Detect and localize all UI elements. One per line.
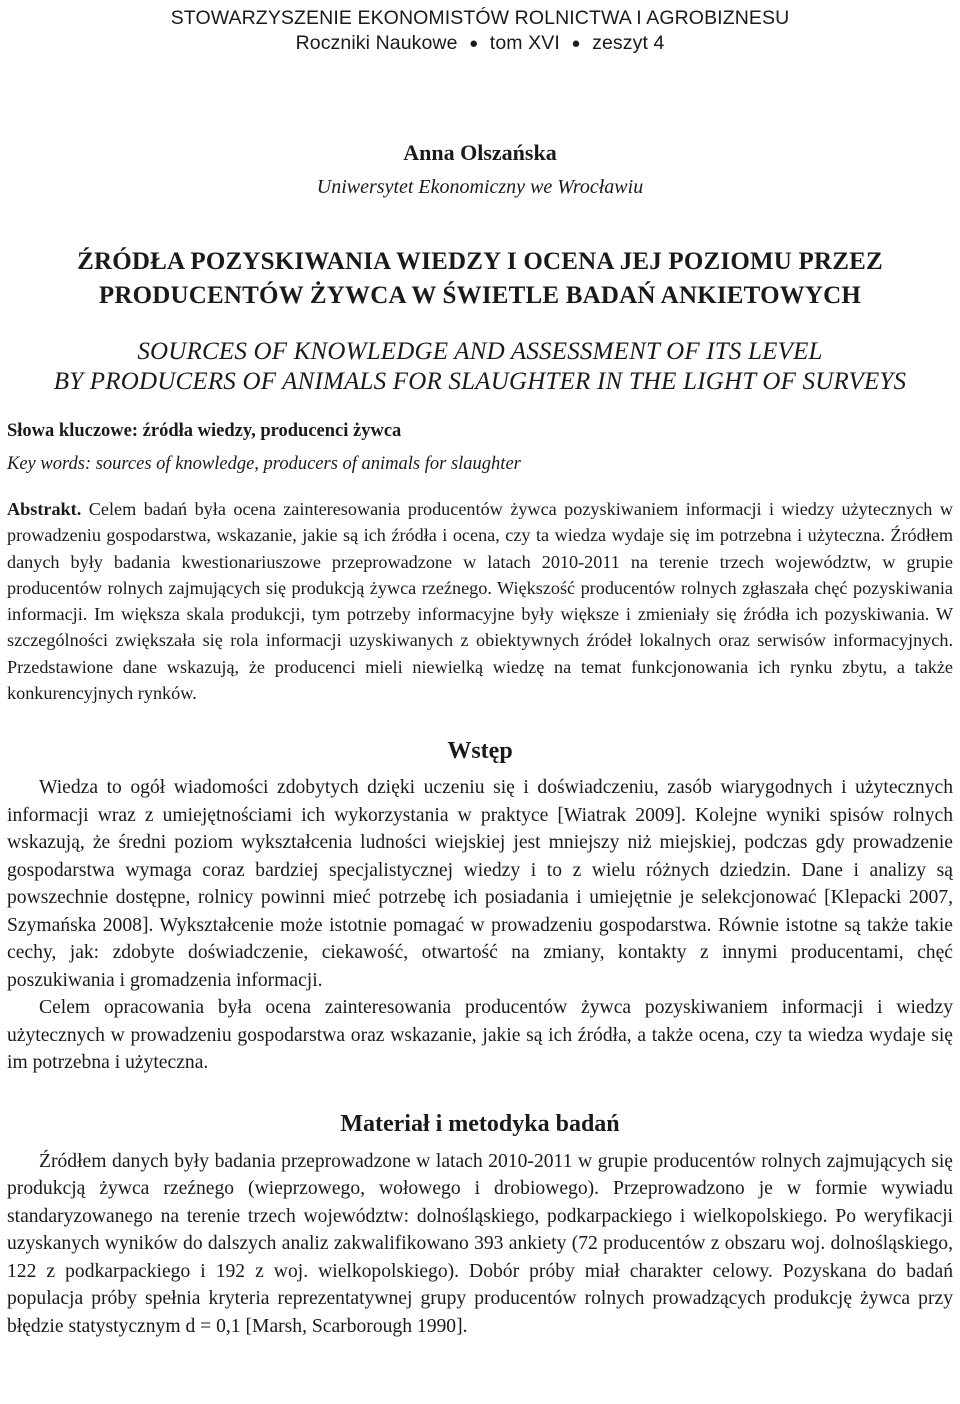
title-line: SOURCES OF KNOWLEDGE AND ASSESSMENT OF ITS LEVEL [137,338,823,365]
abstract-text: Celem badań była ocena zainteresowania producentów żywca pozyskiwaniem informacji i wiedzy użytecznych w prowadzeniu gospodarstwa, wskazanie, jakie są ich źródła i ocena, czy ta wiedza wydaje się im potrzebna i użyteczna. Źródłem danych były badania kwestionariuszowe przeprowadzone w latach 2010-2011 na terenie trzech województw, w grupie producentów rolnych zajmujących się produkcją żywca rzeźnego. Większość producentów rolnych zgłaszała chęć pozyskiwania informacji. Im większa skala produkcji, tym potrzeby informacyjne były większe i zmieniały się źródła ich pozyskiwania. W szczególności zwiększała się rola informacji uzyskiwanych z obiektywnych źródeł lokalnych oraz serwisów informacyjnych. Przedstawione dane wskazują, że producenci mieli niewielką wiedzę na temat funkcjonowania ich rynku zbytu, a także konkurencyjnych rynków. [7,499,954,704]
journal-name: Roczniki Naukowe [295,32,458,54]
volume-number: tom XVI [489,32,560,54]
journal-info [7,31,953,57]
section-body-methods [7,1148,953,1341]
title-line: ŹRÓDŁA POZYSKIWANIA WIEDZY I OCENA JEJ POZIOMU PRZEZ [77,248,883,275]
author-affiliation: Uniwersytet Ekonomiczny we Wrocławiu [316,176,644,198]
bullet-separator-icon: ● [469,35,479,52]
issue-number: zeszyt 4 [592,32,665,54]
keywords-english: Key words: sources of knowledge, producers of animals for slaughter [7,454,521,474]
society-name: STOWARZYSZENIE EKONOMISTÓW ROLNICTWA I AGROBIZNESU [170,7,790,29]
article-title-polish [7,245,953,313]
paragraph: Źródłem danych były badania przeprowadzone w latach 2010-2011 w grupie producentów rolnych zajmujących się produkcją żywca rzeźnego (wieprzowego, wołowego i drobiowego). Przeprowadzono je w formie wywiadu standaryzowanego na terenie trzech województw: dolnośląskiego, podkarpackiego i wielkopolskiego. Po weryfikacji uzyskanych wyników do dalszych analiz zakwalifikowano 393 ankiety (72 producentów z obszaru woj. dolnośląskiego, 122 z podkarpackiego i 192 z woj. wielkopolskiego). Dobór próby miał charakter celowy. Pozyskana do badań populacja próby spełnia kryteria reprezentatywnej grupy producentów rolnych prowadzących produkcję żywca przy błędzie statystycznym d = 0,1 [Marsh, Scarborough 1990]. [7,1150,953,1337]
paragraph: Wiedza to ogół wiadomości zdobytych dzięki uczeniu się i doświadczeniu, zasób wiarygodnych i użytecznych informacji wraz z umiejętnościami ich wykorzystania w praktyce [Wiatrak 2009]. Kolejne wyniki spisów rolnych wskazują, że średni poziom wykształcenia ludności wiejskiej jest mniejszy niż miejskiej, podczas gdy prowadzenie gospodarstwa wymaga coraz bardziej specjalistycznej wiedzy i to z wielu różnych dziedzin. Dane i analizy są powszechnie dostępne, rolnicy powinni mieć potrzebę ich posiadania i umiejętnie je selekcjonować [Klepacki 2007, Szymańska 2008]. Wykształcenie może istotnie pomagać w prowadzeniu gospodarstwa. Równie istotne są także takie cechy, jak: zdobyte doświadczenie, ciekawość, otwartość na zmiany, kontakty z innymi producentami, chęć poszukiwania i gromadzenia informacji. [7,777,953,991]
section-heading-methods: Materiał i metodyka badań [340,1110,620,1137]
author-name: Anna Olszańska [403,140,557,165]
title-line: BY PRODUCERS OF ANIMALS FOR SLAUGHTER IN THE LIGHT OF SURVEYS [53,368,907,395]
article-title-english [7,337,953,397]
abstract-label: Abstrakt. [7,499,82,519]
keywords-polish: Słowa kluczowe: źródła wiedzy, producenci żywca [7,421,402,441]
section-body-introduction [7,774,953,1077]
section-heading-introduction: Wstęp [447,738,513,765]
paragraph: Celem opracowania była ocena zainteresowania producentów żywca pozyskiwaniem informacji i wiedzy użytecznych w prowadzeniu gospodarstwa oraz wskazanie, jakie są ich źródła, a także ocena, czy ta wiedza wydaje się im potrzebna i użyteczna. [7,997,953,1074]
abstract [7,496,953,706]
title-line: PRODUCENTÓW ŻYWCA W ŚWIETLE BADAŃ ANKIETOWYCH [98,282,862,309]
running-header [7,6,953,57]
bullet-separator-icon: ● [571,35,581,52]
